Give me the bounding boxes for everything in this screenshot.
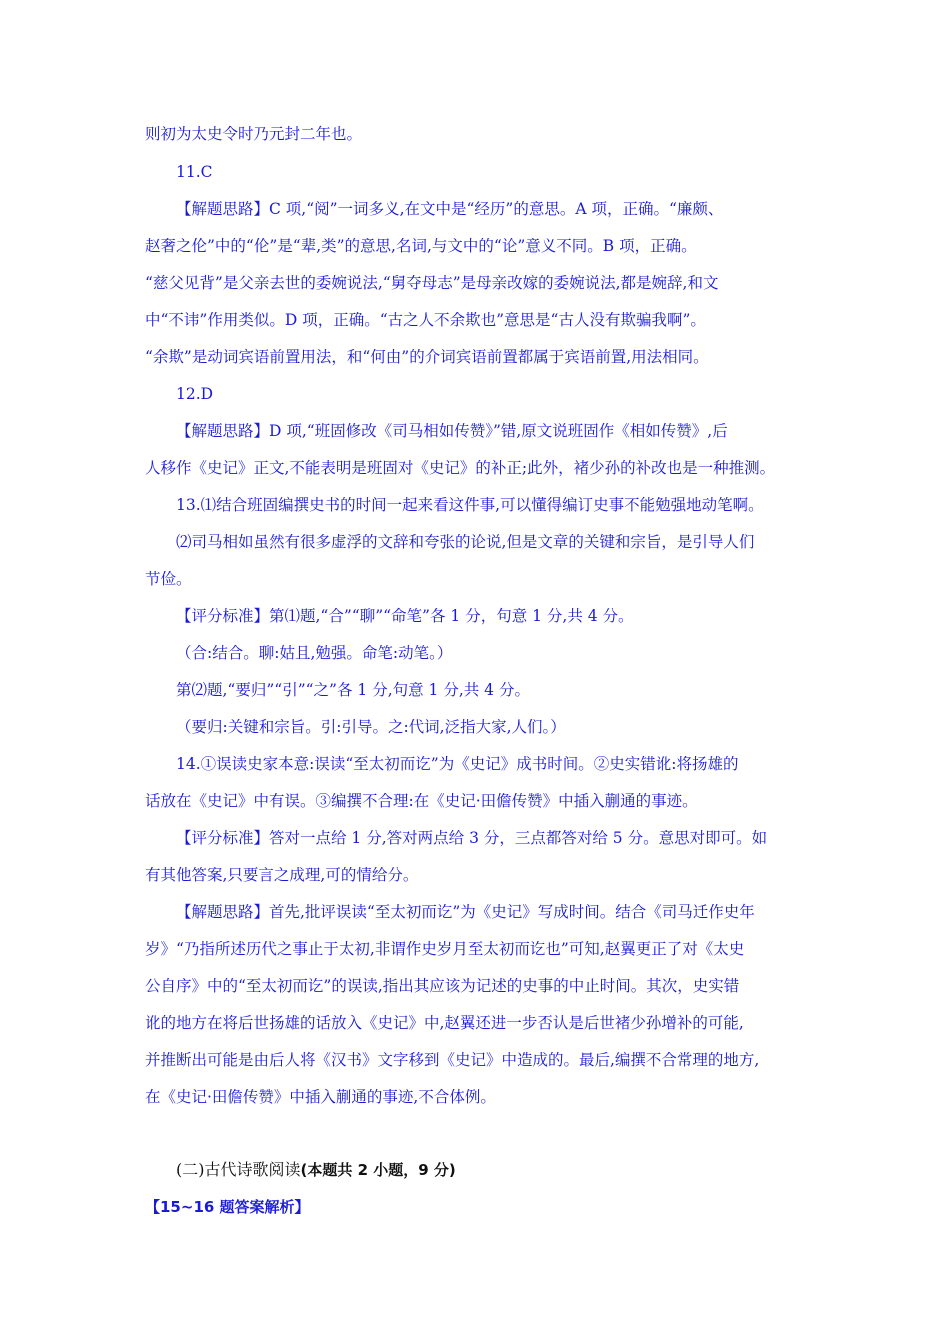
text-line: 话放在《史记》中有误。③编撰不合理:在《史记·田儋传赞》中插入蒯通的事迹。 [145, 792, 698, 810]
text-line: 讹的地方在将后世扬雄的话放入《史记》中,赵翼还进一步否认是后世褚少孙增补的可能, [145, 1014, 744, 1032]
text-line: 并推断出可能是由后人将《汉书》文字移到《史记》中造成的。最后,编撰不合常理的地方, [145, 1051, 760, 1069]
text-line: 岁》“乃指所述历代之事止于太初,非谓作史岁月至太初而讫也”可知,赵翼更正了对《太史 [145, 940, 745, 958]
text-line: 人移作《史记》正文,不能表明是班固对《史记》的补正;此外，褚少孙的补改也是一种推测。 [145, 459, 776, 477]
text-line: 第⑵题,“要归”“引”“之”各 1 分,句意 1 分,共 4 分。 [176, 681, 530, 699]
answer-11: 11.C [176, 163, 213, 181]
text-line: “余欺”是动词宾语前置用法，和“何由”的介词宾语前置都属于宾语前置,用法相同。 [145, 348, 709, 366]
text-line: 中“不讳”作用类似。D 项，正确。“古之人不余欺也”意思是“古人没有欺骗我啊”。 [145, 311, 706, 329]
text-line: 【评分标准】答对一点给 1 分,答对两点给 3 分，三点都答对给 5 分。意思对即可。如 [176, 829, 768, 847]
text-line: 公自序》中的“至太初而讫”的误读,指出其应该为记述的史事的中止时间。其次，史实错 [145, 977, 740, 995]
text-line: ⑵司马相如虽然有很多虚浮的文辞和夸张的论说,但是文章的关键和宗旨，是引导人们 [176, 533, 755, 551]
answer-12: 12.D [176, 385, 214, 403]
text-line: 【解题思路】C 项,“阅”一词多义,在文中是“经历”的意思。A 项，正确。“廉颇、 [176, 200, 724, 218]
answer-13: 13.⑴结合班固编撰史书的时间一起来看这件事,可以懂得编订史事不能勉强地动笔啊。 [176, 496, 764, 514]
answer-14: 14.①误读史家本意:误读“至太初而讫”为《史记》成书时间。②史实错讹:将扬雄的 [176, 755, 739, 773]
section-title: (二)古代诗歌阅读 [176, 1160, 301, 1179]
text-line: （合:结合。聊:姑且,勉强。命笔:动笔。） [176, 644, 453, 662]
section-heading [176, 1160, 456, 1180]
text-line: 有其他答案,只要言之成理,可的情给分。 [145, 866, 419, 884]
text-line: 则初为太史令时乃元封二年也。 [145, 125, 363, 143]
text-line: 【解题思路】D 项,“班固修改《司马相如传赞》”错,原文说班固作《相如传赞》,后 [176, 422, 728, 440]
text-line: （要归:关键和宗旨。引:引导。之:代词,泛指大家,人们。） [176, 718, 566, 736]
text-line: 赵奢之伦”中的“伦”是“辈,类”的意思,名词,与文中的“论”意义不同。B 项，正确。 [145, 237, 697, 255]
text-line: 【解题思路】首先,批评误读“至太初而讫”为《史记》写成时间。结合《司马迁作史年 [176, 903, 755, 921]
section-note: (本题共 2 小题，9 分) [300, 1161, 456, 1179]
text-line: 节俭。 [145, 570, 192, 588]
answer-header: 【15~16 题答案解析】 [145, 1198, 310, 1216]
text-line: “慈父见背”是父亲去世的委婉说法,“舅夺母志”是母亲改嫁的委婉说法,都是婉辞,和文 [145, 274, 719, 292]
text-line: 在《史记·田儋传赞》中插入蒯通的事迹,不合体例。 [145, 1088, 496, 1106]
text-line: 【评分标准】第⑴题,“合”“聊”“命笔”各 1 分，句意 1 分,共 4 分。 [176, 607, 634, 625]
